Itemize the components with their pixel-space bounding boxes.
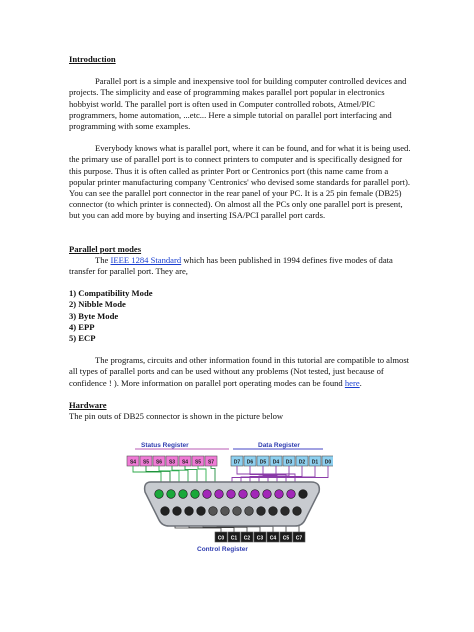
intro-paragraph-1: Parallel port is a simple and inexpensive tool for building computer controlled devices and projects. The simplicity and ease of programming makes parallel port popular in electronics hobbyist world. The parallel port is often used in Computer controlled robots, Atmel/PIC programmers, home automation, ...etc... Here a simple tutorial on parallel port interfacing and programming with some examples. <box>69 76 407 132</box>
pin-top <box>155 490 164 499</box>
control-bit <box>254 532 266 542</box>
pin-bottom <box>245 507 254 516</box>
modes-intro-prefix: The <box>95 254 111 265</box>
status-bit-label: S6 <box>155 459 163 466</box>
data-bit-label: D3 <box>285 459 293 466</box>
pin-bottom <box>221 507 230 516</box>
compat-suffix: . <box>359 377 362 388</box>
data-bit <box>283 456 295 466</box>
pin-top <box>287 490 296 499</box>
status-bit-label: S4 <box>181 459 189 466</box>
pin-top <box>191 490 200 499</box>
data-bit-label: D2 <box>298 459 306 466</box>
pin-top <box>215 490 224 499</box>
modes-intro-suffix: which has been published in 1994 defines five modes of data transfer for parallel port. They are, <box>69 254 393 277</box>
pin-top <box>179 490 188 499</box>
status-bit <box>179 456 191 466</box>
pin-top <box>239 490 248 499</box>
introduction-heading: Introduction <box>69 54 116 64</box>
data-bit-label: D4 <box>272 459 280 466</box>
control-bit <box>215 532 227 542</box>
pin-top <box>263 490 272 499</box>
db25-pinout-diagram <box>115 438 333 554</box>
control-bit <box>267 532 279 542</box>
status-bit <box>192 456 204 466</box>
pin-bottom <box>197 507 206 516</box>
pin-top <box>251 490 260 499</box>
compat-text: The programs, circuits and other information found in this tutorial are compatible to almost all types of parallel ports and can be used without any problems (Not tested, just because of confidence ! ). More information on parallel port operating modes can be found <box>69 355 410 388</box>
control-register-label: Control Register <box>197 546 248 553</box>
data-bit <box>257 456 269 466</box>
list-item: 5) ECP <box>69 333 96 344</box>
data-register-label: Data Register <box>258 442 300 449</box>
modes-intro-paragraph <box>69 255 414 277</box>
pin-bottom <box>269 507 278 516</box>
list-item: 1) Compatibility Mode <box>69 288 153 299</box>
control-bit-label: C5 <box>282 535 290 542</box>
hardware-heading: Hardware <box>69 399 107 410</box>
status-bit <box>127 456 139 466</box>
pin-bottom <box>173 507 182 516</box>
status-bit-label: S4 <box>129 459 137 466</box>
control-bit <box>293 532 305 542</box>
control-bit-label: C4 <box>269 535 277 542</box>
hardware-caption: The pin outs of DB25 connector is shown in the picture below <box>69 411 284 422</box>
pin-top <box>299 490 308 499</box>
control-bit <box>241 532 253 542</box>
status-bit <box>166 456 178 466</box>
control-bit <box>280 532 292 542</box>
db25-connector-shell <box>145 482 320 526</box>
control-bit-label: C2 <box>243 535 251 542</box>
data-bit-label: D5 <box>259 459 267 466</box>
control-bit <box>228 532 240 542</box>
data-bit-boxes <box>231 456 333 466</box>
modes-compatibility-paragraph <box>69 355 414 389</box>
status-bit <box>140 456 152 466</box>
list-item: 4) EPP <box>69 321 95 332</box>
more-info-here-link[interactable]: here <box>344 377 360 388</box>
document-body <box>69 54 414 422</box>
control-bit-label: C0 <box>217 535 225 542</box>
status-bit <box>205 456 217 466</box>
pin-top <box>167 490 176 499</box>
pin-bottom <box>185 507 194 516</box>
pin-bottom <box>233 507 242 516</box>
pin-bottom <box>161 507 170 516</box>
data-bit <box>270 456 282 466</box>
pin-bottom <box>209 507 218 516</box>
data-bit <box>309 456 321 466</box>
control-bit-label: C3 <box>256 535 264 542</box>
data-bit-label: D1 <box>311 459 319 466</box>
ieee-1284-standard-link[interactable]: IEEE 1284 Standard <box>110 254 182 265</box>
list-item: 2) Nibble Mode <box>69 299 126 310</box>
db25-svg <box>115 438 333 554</box>
control-bit-label: C1 <box>230 535 238 542</box>
status-register-label: Status Register <box>141 442 189 449</box>
data-bit <box>322 456 333 466</box>
data-bit <box>231 456 243 466</box>
pin-top <box>275 490 284 499</box>
data-bit-label: D0 <box>324 459 332 466</box>
pin-top <box>227 490 236 499</box>
status-bit <box>153 456 165 466</box>
control-bit-label: C7 <box>295 535 303 542</box>
modes-list <box>69 288 414 344</box>
data-bit-label: D6 <box>246 459 254 466</box>
data-bit-label: D7 <box>233 459 241 466</box>
pin-bottom <box>293 507 302 516</box>
status-bit-label: S5 <box>142 459 150 466</box>
status-bit-label: S7 <box>207 459 215 466</box>
pin-top <box>203 490 212 499</box>
pin-bottom <box>257 507 266 516</box>
data-bit <box>244 456 256 466</box>
control-bit-boxes <box>215 532 305 542</box>
parallel-port-modes-heading: Parallel port modes <box>69 243 142 254</box>
pin-bottom <box>281 507 290 516</box>
intro-paragraph-2: Everybody knows what is parallel port, where it can be found, and for what it is being used. the primary use of parallel port is to connect printers to computer and is specifically designed for this purpose. Thus it is often called as printer Port or Centronics port (this name came from a popular printer manufacturing company 'Centronics' who devised some standards for parallel port). You can see the parallel port connector in the rear panel of your PC. It is a 25 pin female (DB25) connector (to which printer is connected). On almost all the PCs only one parallel port is present, but you can add more by buying and inserting ISA/PCI parallel port cards. <box>69 143 411 221</box>
status-bit-boxes <box>127 456 217 466</box>
data-bit <box>296 456 308 466</box>
status-bit-label: S5 <box>194 459 202 466</box>
status-bit-label: S3 <box>168 459 176 466</box>
list-item: 3) Byte Mode <box>69 310 119 321</box>
